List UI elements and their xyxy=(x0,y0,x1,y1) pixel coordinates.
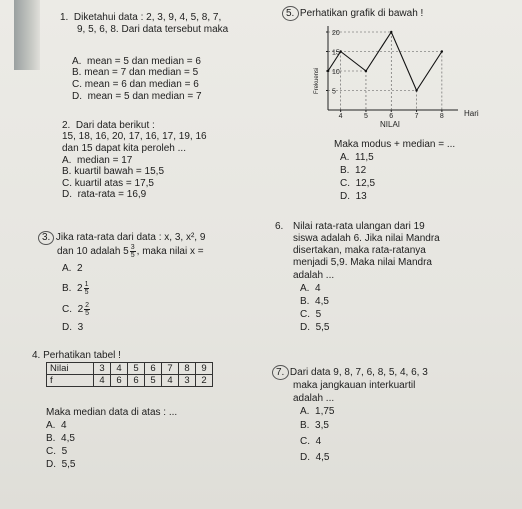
x-tick-label: 5 xyxy=(363,113,368,120)
data-point xyxy=(441,50,443,52)
q4-cell: 5 xyxy=(145,375,162,387)
q6-line4: menjadi 5,9. Maka nilai Mandra xyxy=(293,257,432,268)
q4-cell: 5 xyxy=(128,363,145,375)
y-axis-label: Frekuensi xyxy=(314,67,320,94)
q3-option-d: D. 3 xyxy=(62,322,84,333)
q1-option-a: A. mean = 5 dan median = 6 xyxy=(72,56,201,67)
q4-cell: 7 xyxy=(162,363,179,375)
q4-cell: 6 xyxy=(111,375,128,387)
q2-stem-line1: 2. Dari data berikut : xyxy=(62,120,155,131)
q4-option-c: C. 5 xyxy=(46,446,68,457)
q1-option-c: C. mean = 6 dan median = 6 xyxy=(72,79,199,90)
q3-option-b: B. 2 $\frac{1}{5}$ xyxy=(62,281,89,296)
q2-stem-line3: dan 15 dapat kita peroleh ... xyxy=(62,143,186,154)
q5-option-a: A. 11,5 xyxy=(340,152,374,163)
y-tick-label: 10 xyxy=(332,69,340,76)
x-tick-label: 4 xyxy=(338,113,343,120)
q1-option-d: D. mean = 5 dan median = 7 xyxy=(72,91,202,102)
q6-number: 6. xyxy=(275,221,284,232)
q1-stem-line2: 9, 5, 6, 8. Dari data tersebut maka xyxy=(77,24,229,35)
q4-cell: 8 xyxy=(179,363,196,375)
q1-stem-line1: 1. Diketahui data : 2, 3, 9, 4, 5, 8, 7, xyxy=(60,12,222,23)
q2-stem-line2: 15, 18, 16, 20, 17, 16, 17, 19, 16 xyxy=(62,131,207,142)
q6-option-d: D. 5,5 xyxy=(300,322,330,333)
chart-series xyxy=(327,31,443,92)
q2-option-b: B. kuartil bawah = 15,5 xyxy=(62,166,165,177)
x-axis-label: NILAI xyxy=(380,120,401,129)
q4-question: Maka median data di atas : ... xyxy=(46,407,178,418)
q2-option-d: D. rata-rata = 16,9 xyxy=(62,189,147,200)
q7-option-b: B. 3,5 xyxy=(300,420,329,431)
q6-option-b: B. 4,5 xyxy=(300,296,329,307)
q2-option-c: C. kuartil atas = 17,5 xyxy=(62,178,154,189)
chart-guides xyxy=(328,32,442,110)
q3-option-a: A. 2 xyxy=(62,263,83,274)
data-point xyxy=(415,89,417,91)
q6-option-a: A. 4 xyxy=(300,283,321,294)
y-tick-label: 5 xyxy=(332,88,336,96)
y-tick-label: 15 xyxy=(332,49,340,57)
chart-axes xyxy=(326,26,458,112)
q6-line2: siswa adalah 6. Jika nilai Mandra xyxy=(293,233,440,244)
q5-option-c: C. 12,5 xyxy=(340,178,376,189)
data-point xyxy=(390,31,392,33)
q4-cell: 3 xyxy=(179,375,196,387)
q5-option-b: B. 12 xyxy=(340,165,367,176)
q7-line3: adalah ... xyxy=(293,393,335,404)
q4-cell: 2 xyxy=(196,375,213,387)
q7-option-d: D. 4,5 xyxy=(300,452,330,463)
q5-option-d: D. 13 xyxy=(340,191,367,202)
q4-cell: 4 xyxy=(162,375,179,387)
q4-cell: 6 xyxy=(128,375,145,387)
q7-option-a: A. 1,75 xyxy=(300,406,335,417)
data-point xyxy=(339,50,341,52)
q4-row-label: f xyxy=(47,375,94,387)
q6-line1: Nilai rata-rata ulangan dari 19 xyxy=(293,221,425,232)
q5-stem: 5. Perhatikan grafik di bawah ! xyxy=(286,8,424,19)
q4-row-label: Nilai xyxy=(47,363,94,375)
x-tick-label: 6 xyxy=(389,113,394,120)
x-tick-label: 7 xyxy=(414,113,419,120)
data-point xyxy=(327,70,329,72)
q4-option-d: D. 5,5 xyxy=(46,459,76,470)
data-point xyxy=(365,70,367,72)
q5-question: Maka modus + median = ... xyxy=(334,139,456,150)
q2-option-a: A. median = 17 xyxy=(62,155,133,166)
q4-title: 4. Perhatikan tabel ! xyxy=(32,350,121,361)
q7-line2: maka jangkauan interkuartil xyxy=(293,380,416,391)
y-tick-label: 20 xyxy=(332,30,340,37)
q7-option-c: C. 4 xyxy=(300,436,322,447)
q4-cell: 6 xyxy=(145,363,162,375)
fraction: $\frac{2}{5}$ xyxy=(85,302,90,317)
q4-option-b: B. 4,5 xyxy=(46,433,75,444)
x-tick-label: 8 xyxy=(439,113,444,120)
q7-line1: 7. Dari data 9, 8, 7, 6, 8, 5, 4, 6, 3 xyxy=(276,367,428,378)
x-axis-end-label: Hari xyxy=(464,109,479,118)
q3-stem-line1: 3. Jika rata-rata dari data : x, 3, x², 9 xyxy=(42,232,206,243)
q6-option-c: C. 5 xyxy=(300,309,322,320)
q4-cell: 9 xyxy=(196,363,213,375)
q6-line3: disertakan, maka rata-ratanya xyxy=(293,245,426,256)
q3-stem-line2: dan 10 adalah 5 $\frac{3}{5}$ , maka nilai x = xyxy=(57,244,204,259)
q1-option-b: B. mean = 7 dan median = 5 xyxy=(72,67,199,78)
fraction: $\frac{1}{5}$ xyxy=(84,281,89,296)
q4-option-a: A. 4 xyxy=(46,420,67,431)
q4-cell: 4 xyxy=(111,363,128,375)
fraction: $\frac{3}{5}$ xyxy=(130,244,135,259)
q3-option-c: C. 2 $\frac{2}{5}$ xyxy=(62,302,90,317)
series-line xyxy=(328,32,442,91)
q4-cell: 4 xyxy=(94,375,111,387)
q6-line5: adalah ... xyxy=(293,270,335,281)
q4-cell: 3 xyxy=(94,363,111,375)
